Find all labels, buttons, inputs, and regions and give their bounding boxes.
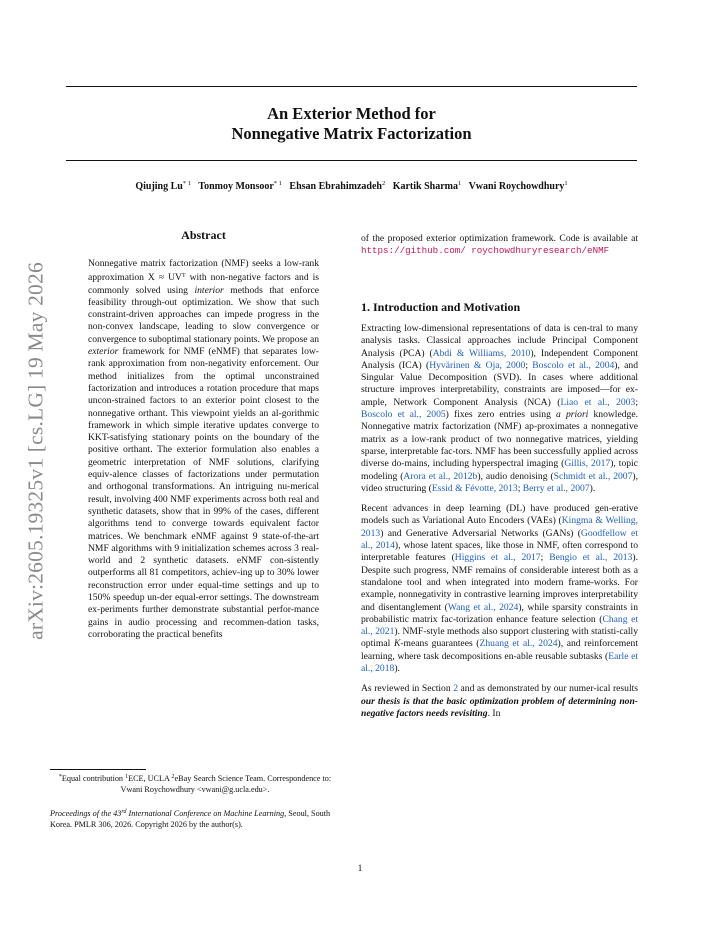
abstract-text: framework for NMF (eNMF) that separates low-rank approximation from non-negativity enforcement. Our method initializes from the optimal unconstrained factorization and introduces a rotation procedure that maps uncon-strained factors to an exterior point closest to the nonnegative orthant. This viewpoint yields an al-gorithmic framework in which simple iterative updates converge to KKT-satisfying stationary points on the boundary of the positive orthant. The exterior formulation also enables a geometric interpretation of NMF solutions, clarifying equiv-alence classes of factorizations under permutation and orthogonal transformations. An intriguing nu-merical result, involving 400 NMF experiments across both real and synthetic datasets, show that in 99% of the cases, different algorithms tend to converge towards equivalent factor matrices. We benchmark eNMF against 9 state-of-the-art NMF algorithms with 9 initialization schemes across 3 real-world and 2 synthetic datasets. eNMF con-sistently outperforms all 81 competitors, achiev-ing up to 30% lower reconstruction error under equal-time settings and up to 150% speedup un-der equal-error settings. The downstream ex-periments further demonstrate substantial perfor-mance gains in audio processing and recommen-dation tasks, corroborating the practical benefits <box>88 346 320 640</box>
citation-link[interactable]: Arora et al., 2012b <box>403 470 478 482</box>
body-text: ; <box>540 552 550 564</box>
body-text: ), Independent Component Analysis (ICA) ( <box>361 347 639 371</box>
abstract-text: methods that enforce feasibility through-out optimization. We show that such constraint-driven approaches can impede progress in the non-convex landscape, leading to slow convergence or convergence to suboptimal stationary points. We propose an <box>88 284 319 345</box>
author-name: Ehsan Ebrahimzadeh <box>289 181 382 192</box>
citation-link[interactable]: 2 <box>453 683 458 695</box>
abstract-emphasis: interior <box>194 284 224 296</box>
citation-link[interactable]: Kingma & Welling, 2013 <box>361 515 638 539</box>
body-text: ) and Generative Adversarial Networks (GANs) ( <box>380 527 581 539</box>
body-text: . In <box>487 707 501 719</box>
title-rule-top <box>66 86 637 87</box>
citation-link[interactable]: Zhuang et al., 2024 <box>479 638 558 650</box>
abstract-math-superscript: T <box>181 273 186 280</box>
citation-link[interactable]: Higgins et al., 2017 <box>454 552 541 564</box>
footnote-marker: 1 <box>125 774 129 780</box>
citation-link[interactable]: Wang et al., 2024 <box>447 601 519 613</box>
introduction-body <box>361 323 638 720</box>
body-text: knowledge. Nonnegative matrix factorization (NMF) ap-proximates a nonnegative matrix as a low-rank product of two nonnegative matrices, yielding sparse, interpretable fac-tors. NMF has been successfully applied across diverse do-mains, including hyperspectral imaging ( <box>361 409 638 470</box>
body-text: ). <box>394 663 400 675</box>
citation-link[interactable]: Schmidt et al., 2007 <box>553 470 633 482</box>
footnote-text: eBay Search Science Team. Correspondence to: Vwani Roychowdhury <vwani@g.ucla.edu>. <box>120 774 332 794</box>
citation-link[interactable]: Earle et al., 2018 <box>361 650 639 675</box>
abstract-code-paragraph <box>361 233 638 258</box>
proceedings-copyright: , Seoul, South Korea. PMLR 306, 2026. Copyright 2026 by the author(s). <box>50 809 331 829</box>
intro-paragraph-3 <box>361 683 638 720</box>
abstract-emphasis: exterior <box>88 346 119 358</box>
body-text: ), audio denoising ( <box>477 470 554 482</box>
proceedings-venue: International Conference on Machine Learning <box>126 809 285 818</box>
emphasis-text: K <box>393 638 401 650</box>
citation-link[interactable]: Liao et al., 2003 <box>560 396 636 408</box>
code-link[interactable]: https://github.com/ roychowdhuryresearch/eNMF <box>361 245 610 257</box>
footnote-text: ECE, UCLA <box>128 774 172 783</box>
proceedings-note <box>50 807 340 830</box>
section-heading: 1. Introduction and Motivation <box>361 300 521 314</box>
citation-link[interactable]: Bengio et al., 2013 <box>549 552 633 564</box>
author-list <box>60 180 643 192</box>
intro-paragraph-2 <box>361 503 638 675</box>
body-text: ), and reinforcement learning, where task decompositions en-able reusable subtasks ( <box>361 638 638 662</box>
body-text: ). <box>589 482 596 494</box>
citation-link[interactable]: Essid & Févotte, 2013 <box>431 482 518 494</box>
body-text: ), while sparsity constraints in probabilistic matrix fac-torization enhance feature selection ( <box>361 601 639 625</box>
citation-link[interactable]: Gillis, 2017 <box>564 458 611 470</box>
body-text: ; <box>517 482 523 494</box>
citation-link[interactable]: Boscolo et al., 2004 <box>532 359 615 371</box>
intro-paragraph-1 <box>361 323 638 495</box>
author-name: Kartik Sharma <box>392 181 458 192</box>
citation-link[interactable]: Abdi & Williams, 2010 <box>432 347 531 359</box>
title-rule-bottom <box>66 160 637 161</box>
body-text: ). Despite such progress, NMF remains of considerable interest both as a standalone tool and when integrated into modern frame-works. For example, nonnegativity in contrastive learning improves interpretability and disentanglement ( <box>361 552 638 613</box>
body-text: ; <box>635 396 638 408</box>
author-name: Qiujing Lu <box>135 181 183 192</box>
body-text: Extracting low-dimensional representations of data is cen-tral to many analysis tasks. Classical approaches include Principal Component Analysis (PCA) ( <box>361 323 638 359</box>
body-text: ), video structuring ( <box>361 470 638 494</box>
body-text: As reviewed in Section <box>361 683 454 695</box>
author-name: Vwani Roychowdhury <box>468 181 565 192</box>
footnote-marker: * <box>58 774 62 780</box>
footnote-text: Equal contribution <box>61 774 126 783</box>
paper-title-line-2: Nonnegative Matrix Factorization <box>231 124 472 143</box>
citation-link[interactable]: Hyvärinen & Oja, 2000 <box>429 359 526 371</box>
abstract-text: of the proposed exterior optimization framework. Code is available at <box>361 233 638 244</box>
author-affiliation: 1 <box>457 180 462 187</box>
arxiv-identifier[interactable]: arXiv:2605.19325v1 [cs.LG] 19 May 2026 <box>23 262 48 640</box>
abstract-paragraph <box>88 258 319 641</box>
paper-title-line-1: An Exterior Method for <box>267 104 436 123</box>
footnote-marker: 2 <box>171 774 175 780</box>
citation-link[interactable]: Chang et al., 2021 <box>361 613 638 638</box>
body-text: ). NMF-style methods also support clustering with statisti-cally optimal <box>361 626 638 650</box>
proceedings-venue: Proceedings of the 43 <box>50 809 122 818</box>
abstract-continuation <box>361 233 638 258</box>
body-text: Recent advances in deep learning (DL) have produced gen-erative models such as Variational Auto Encoders (VAEs) ( <box>361 503 638 527</box>
author-name: Tonmoy Monsoor <box>198 181 274 192</box>
proceedings-ordinal: rd <box>121 809 127 815</box>
citation-link[interactable]: Goodfellow et al., 2014 <box>361 527 638 552</box>
citation-link[interactable]: Berry et al., 2007 <box>522 482 590 494</box>
author-affiliation: * 1 <box>182 180 191 187</box>
abstract-heading: Abstract <box>181 228 226 242</box>
abstract-text: with non-negative factors and is commonly solved using <box>88 272 319 296</box>
author-affiliation: 2 <box>381 180 386 187</box>
body-text: ), whose latent spaces, like those in NMF, often correspond to interpretable features ( <box>361 540 638 564</box>
abstract-text: Nonnegative matrix factorization (NMF) seeks a low-rank approximation X ≈ UV <box>88 258 319 284</box>
emphasis-text: a priori <box>556 409 589 421</box>
body-text: -means guarantees ( <box>400 638 480 650</box>
page-number: 1 <box>357 864 363 874</box>
body-text: ), topic modeling ( <box>361 458 638 482</box>
body-text: and as demonstrated by our numer-ical results <box>457 683 639 695</box>
thesis-statement: our thesis is that the basic optimization problem of determining non-negative factors needs revisiting <box>361 695 638 719</box>
author-affiliation: 1 <box>564 180 568 187</box>
body-text: ; <box>525 359 533 371</box>
body-text: ), and Singular Value Decomposition (SVD). In cases where additional structure improves interpretability, constraints are imposed—for ex-ample, Network Component Analysis (NCA) ( <box>361 359 638 408</box>
body-text: ) fixes zero entries using <box>445 409 557 421</box>
abstract-body <box>88 258 319 641</box>
author-affiliation: * 1 <box>273 180 282 187</box>
footnote <box>50 772 340 795</box>
citation-link[interactable]: Boscolo et al., 2005 <box>361 409 446 421</box>
footnote-rule <box>50 769 146 770</box>
